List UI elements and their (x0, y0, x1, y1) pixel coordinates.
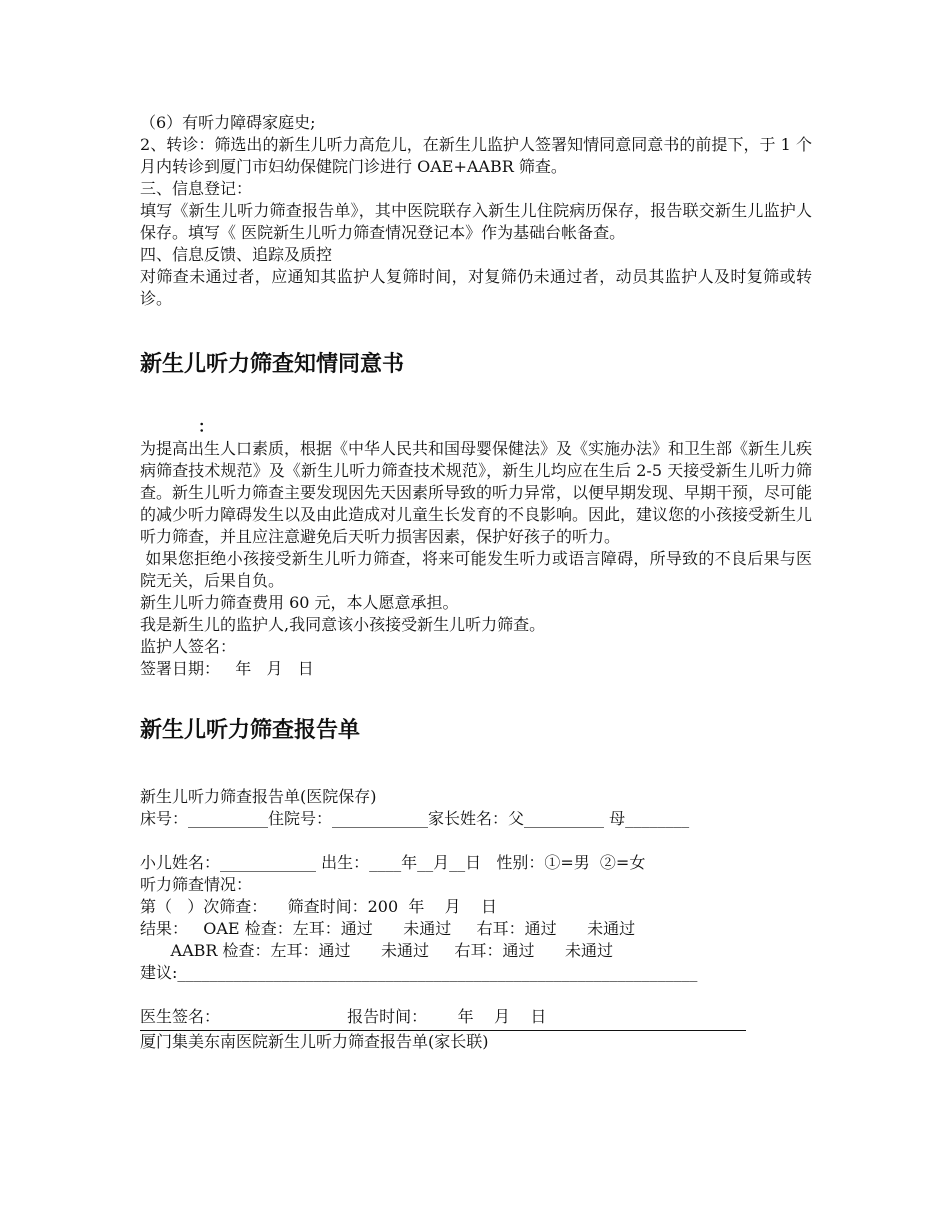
family-copy-title: 厦门集美东南医院新生儿听力筛查报告单(家长联) (140, 1032, 489, 1051)
consent-paragraph: 如果您拒绝小孩接受新生儿听力筛查，将来可能发生听力或语言障碍，所导致的不良后果与医院无关，后果自负。 (140, 549, 812, 590)
text-paragraph: 对筛查未通过者，应通知其监护人复筛时间，对复筛仍未通过者，动员其监护人及时复筛或转诊。 (140, 267, 812, 308)
section-heading: 四、信息反馈、追踪及质控 (140, 245, 333, 264)
screen-status: 听力筛查情况： (140, 875, 253, 894)
consent-paragraph: 为提高出生人口素质，根据《中华人民共和国母婴保健法》及《实施办法》和卫生部《新生儿疾病筛查技术规范》及《新生儿听力筛查技术规范》，新生儿均应在生后 2-5 天接受新生儿听力筛查。新生儿听力筛查主要发现因先天因素所导致的听力异常，以便早期发现、早期干预，尽可能的减少听力障碍发生以及由此造成对儿童生长发育的不良影响。因此，建议您的小孩接受新生儿听力筛查，并且应注意避免后天听力损害因素，保护好孩子的听力。 (140, 439, 813, 546)
screen-time: 第（ ）次筛查： 筛查时间：200 年 月 日 (140, 897, 498, 916)
report-title: 新生儿听力筛查报告单 (140, 718, 361, 743)
guardian-sign: 监护人签名： (140, 637, 237, 656)
consent-title: 新生儿听力筛查知情同意书 (140, 352, 405, 377)
section-heading: 三、信息登记： (140, 179, 253, 198)
text-paragraph: 2、转诊：筛选出的新生儿听力高危儿，在新生儿监护人签署知情同意同意书的前提下，于 1 个月内转诊到厦门市妇幼保健院门诊进行 OAE+AABR 筛查。 (140, 135, 812, 176)
text-paragraph: 填写《新生儿听力筛查报告单》，其中医院联存入新生儿住院病历保存，报告联交新生儿监护人保存。填写《 医院新生儿听力筛查情况登记本》作为基础台帐备查。 (140, 201, 812, 242)
row-child: 小儿姓名：____________ 出生：____年__月__日 性别：①=男 ②=女 (140, 853, 646, 872)
advice-line: 建议:_________________________________________________________________ (140, 963, 698, 982)
text-line: （6）有听力障碍家庭史; (140, 113, 316, 132)
document-page (140, 112, 812, 1053)
fee-line: 新生儿听力筛查费用 60 元，本人愿意承担。 (140, 593, 459, 612)
doctor-sign: 医生签名： 报告时间： 年 月 日 (140, 1007, 547, 1026)
result-oae: 结果： OAE 检查：左耳：通过 未通过 右耳：通过 未通过 (140, 919, 636, 938)
salutation: ： (198, 417, 215, 436)
sign-date: 签署日期： 年 月 日 (140, 659, 314, 678)
report-subtitle: 新生儿听力筛查报告单(医院保存) (140, 787, 377, 806)
agree-line: 我是新生儿的监护人,我同意该小孩接受新生儿听力筛查。 (140, 615, 546, 634)
result-aabr: AABR 检查：左耳：通过 未通过 右耳：通过 未通过 (140, 941, 613, 960)
row-bed: 床号：__________住院号：____________家长姓名：父__________ 母________ (140, 809, 690, 828)
